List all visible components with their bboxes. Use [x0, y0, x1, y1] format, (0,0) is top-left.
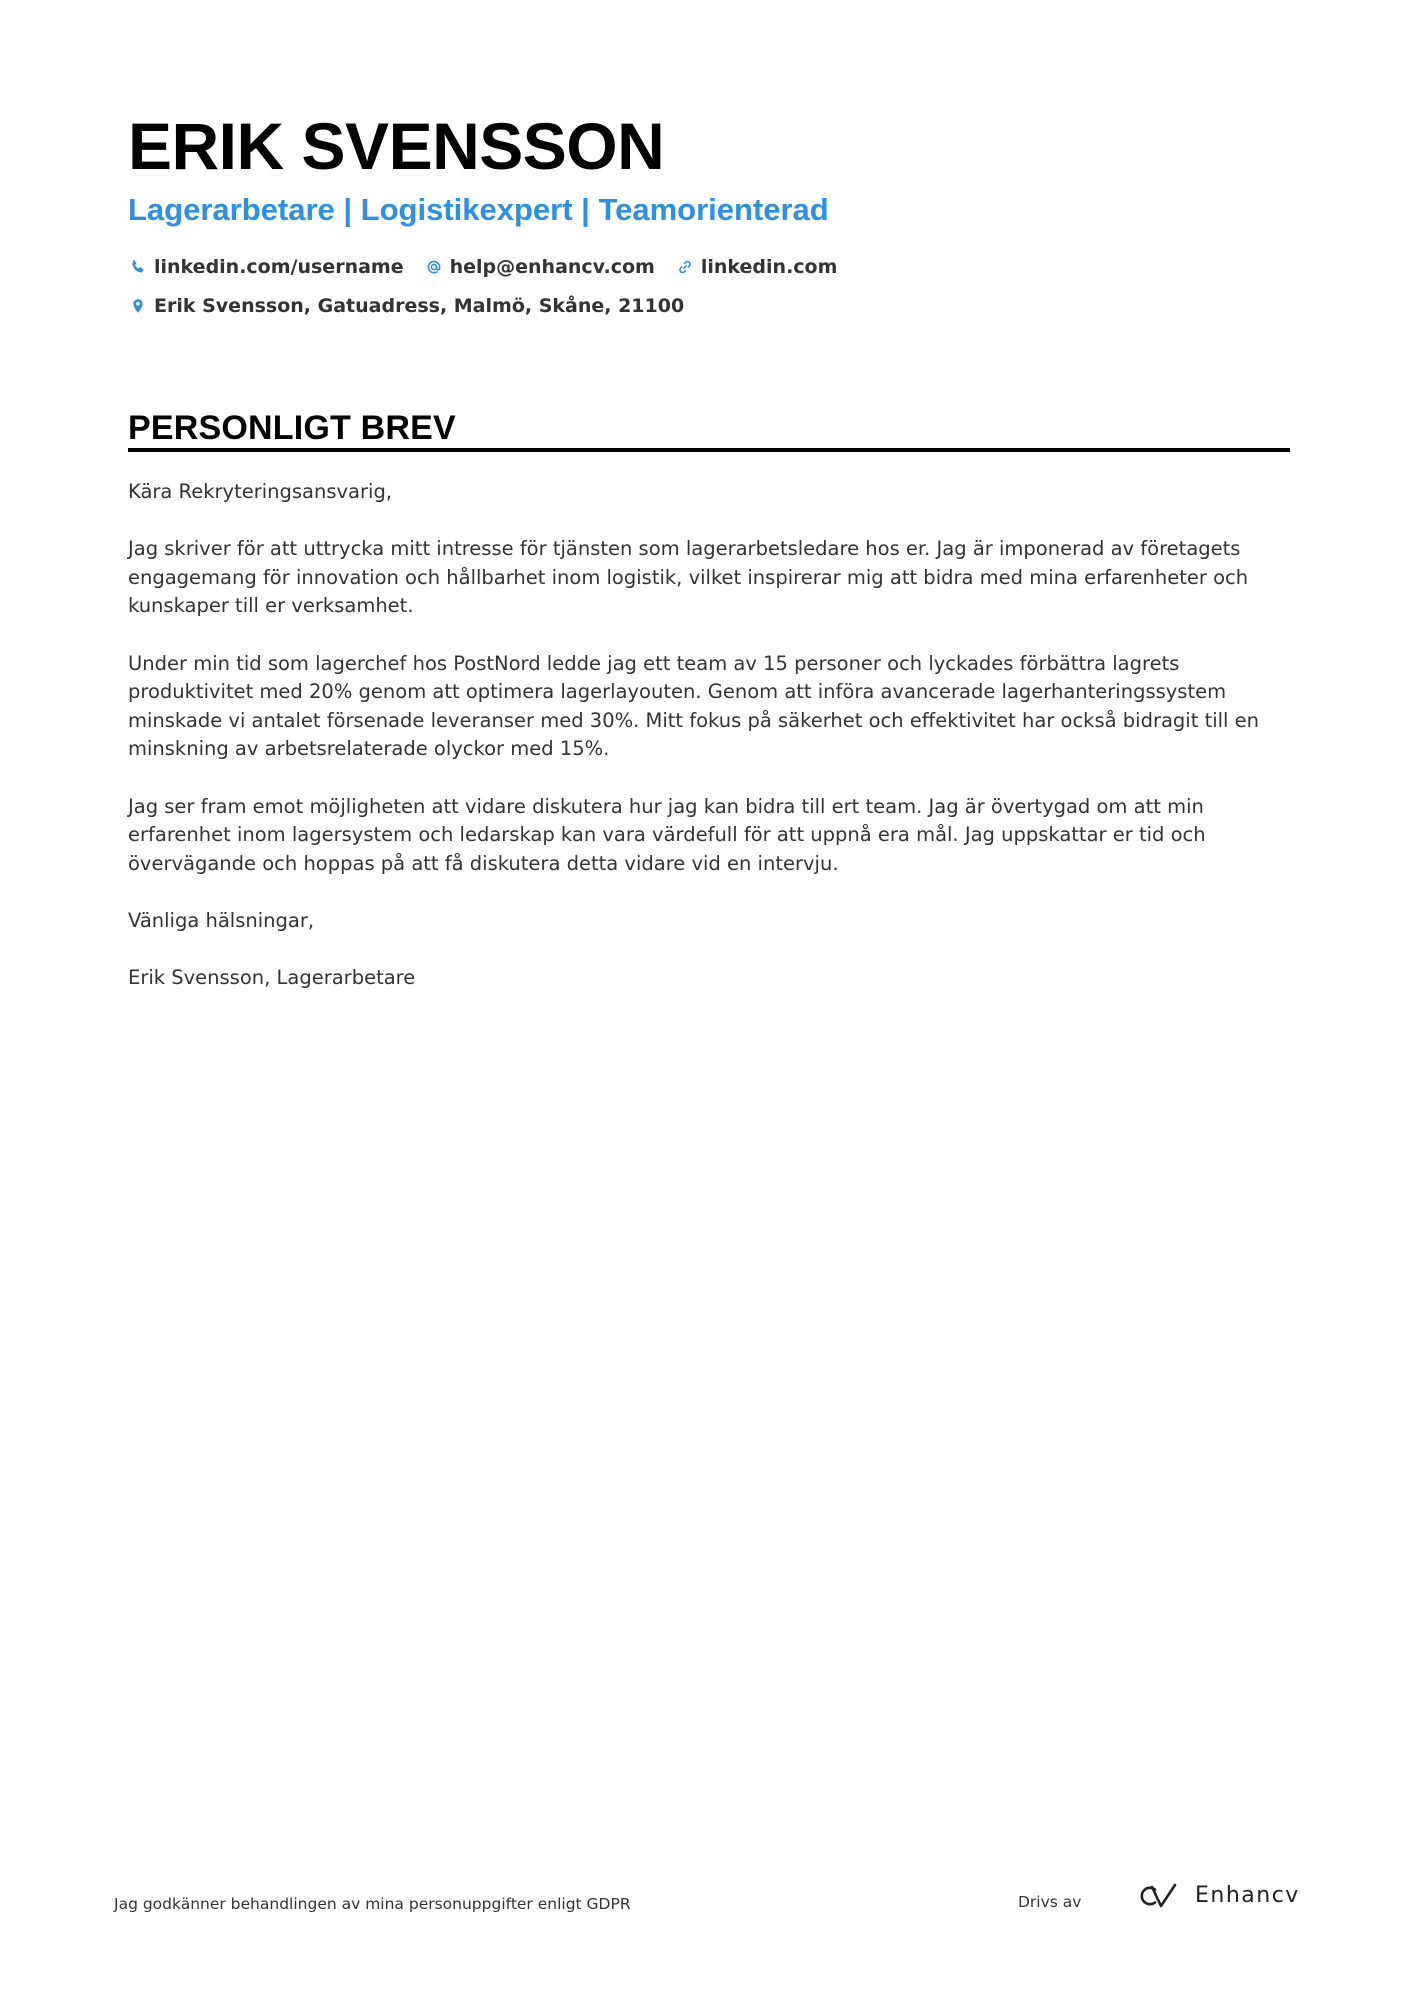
enhancv-logo-icon: [1137, 1880, 1185, 1912]
candidate-name: ERIK SVENSSON: [128, 109, 665, 183]
letter-body: [128, 478, 1290, 1021]
phone-icon: [128, 257, 148, 277]
section-title: PERSONLIGT BREV: [128, 409, 456, 447]
contact-phone-text: linkedin.com/username: [154, 256, 404, 278]
enhancv-logo[interactable]: [1137, 1880, 1300, 1912]
contact-phone[interactable]: [128, 254, 404, 280]
at-icon: [424, 257, 444, 277]
link-icon: [675, 257, 695, 277]
section-divider: [128, 448, 1290, 452]
powered-by-label: Drivs av: [1018, 1893, 1082, 1911]
letter-greeting: Kära Rekryteringsansvarig,: [128, 480, 393, 503]
address-row: [128, 293, 704, 319]
letter-signature: Erik Svensson, Lagerarbetare: [128, 966, 416, 990]
candidate-title: Lagerarbetare | Logistikexpert | Teamorienterad: [128, 192, 829, 227]
location-pin-icon: [128, 296, 148, 316]
letter-paragraph: Jag ser fram emot möjligheten att vidare diskutera hur jag kan bidra till ert team. Jag är övertygad om att min erfarenhet inom lagersystem och ledarskap kan vara värdefull för att uppnå era mål. Jag uppskattar er tid och övervägande och hoppas på att få diskutera detta vidare vid en intervju.: [128, 794, 1206, 875]
contact-email[interactable]: [424, 254, 655, 280]
contact-address: [128, 293, 684, 319]
contact-link-text: linkedin.com: [700, 256, 838, 278]
gdpr-consent-text: Jag godkänner behandlingen av mina personuppgifter enligt GDPR: [114, 1895, 631, 1913]
contact-address-text: Erik Svensson, Gatuadress, Malmö, Skåne, 21100: [154, 295, 685, 317]
contact-email-text: help@enhancv.com: [449, 256, 655, 278]
letter-paragraph: Jag skriver för att uttrycka mitt intresse för tjänsten som lagerarbetsledare hos er. Jag är imponerad av företagets engagemang för innovation och hållbarhet inom logistik, vilket inspirerar mig att bidra med mina erfarenheter och kunskaper till er verksamhet.: [128, 537, 1249, 618]
letter-closing: Vänliga hälsningar,: [128, 908, 315, 932]
contact-row: [128, 254, 857, 280]
letter-paragraph: Under min tid som lagerchef hos PostNord ledde jag ett team av 15 personer och lyckades förbättra lagrets produktivitet med 20% genom att optimera lagerlayouten. Genom att införa avancerade lagerhanteringssystem minskade vi antalet försenade leveranser med 30%. Mitt fokus på säkerhet och effektivitet har också bidragit till en minskning av arbetsrelaterade olyckor med 15%.: [128, 651, 1260, 761]
contact-link[interactable]: [675, 254, 838, 280]
enhancv-logo-text: Enhancv: [1195, 1883, 1300, 1908]
